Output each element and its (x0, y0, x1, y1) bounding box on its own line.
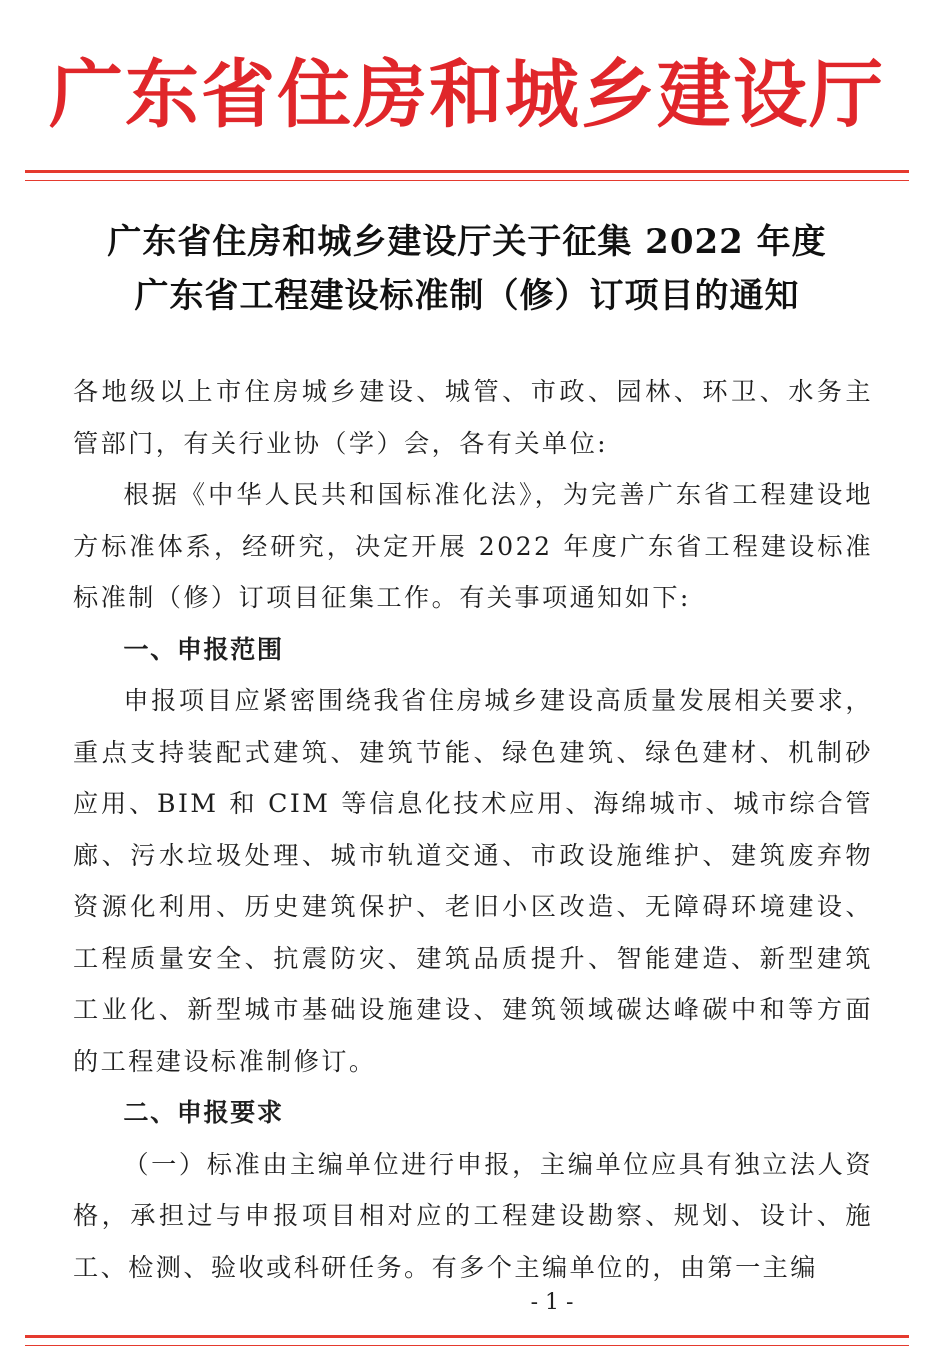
section-1-paragraph: 申报项目应紧密围绕我省住房城乡建设高质量发展相关要求，重点支持装配式建筑、建筑节能、绿色建筑、绿色建材、机制砂应用、BIM 和 CIM 等信息化技术应用、海绵城市、城市综合管廊、污水垃圾处理、城市轨道交通、市政设施维护、建筑废弃物资源化利用、历史建筑保护、老旧小区改造、无障碍环境建设、工程质量安全、抗震防灾、建筑品质提升、智能建造、新型建筑工业化、新型城市基础设施建设、建筑领域碳达峰碳中和等方面的工程建设标准制修订。 (73, 686, 873, 1076)
section-1-heading: 一、申报范围 (123, 634, 284, 664)
salutation-paragraph: 各地级以上市住房城乡建设、城管、市政、园林、环卫、水务主管部门，有关行业协（学）会，各有关单位: (73, 377, 873, 458)
intro-paragraph: 根据《中华人民共和国标准化法》，为完善广东省工程建设地方标准体系，经研究，决定开展 2022 年度广东省工程建设标准标准制（修）订项目征集工作。有关事项通知如下: (73, 480, 873, 612)
header-divider-thick (25, 170, 909, 173)
document-body (73, 366, 873, 1293)
document-title-line-1: 广东省住房和城乡建设厅关于征集 2022 年度 (107, 222, 827, 262)
section-2-heading: 二、申报要求 (123, 1098, 284, 1127)
footer-divider-thin (25, 1345, 909, 1346)
issuing-authority-header: 广东省住房和城乡建设厅 (49, 52, 885, 138)
header-divider-thin (25, 180, 909, 181)
document-title-line-2: 广东省工程建设标准制（修）订项目的通知 (134, 276, 800, 316)
section-2-item-1-paragraph: （一）标准由主编单位进行申报，主编单位应具有独立法人资格，承担过与申报项目相对应的工程建设勘察、规划、设计、施工、检测、验收或科研任务。有多个主编单位的，由第一主编 (73, 1149, 873, 1282)
footer-divider-thick (25, 1335, 909, 1338)
page-number: - 1 - (530, 1290, 574, 1315)
